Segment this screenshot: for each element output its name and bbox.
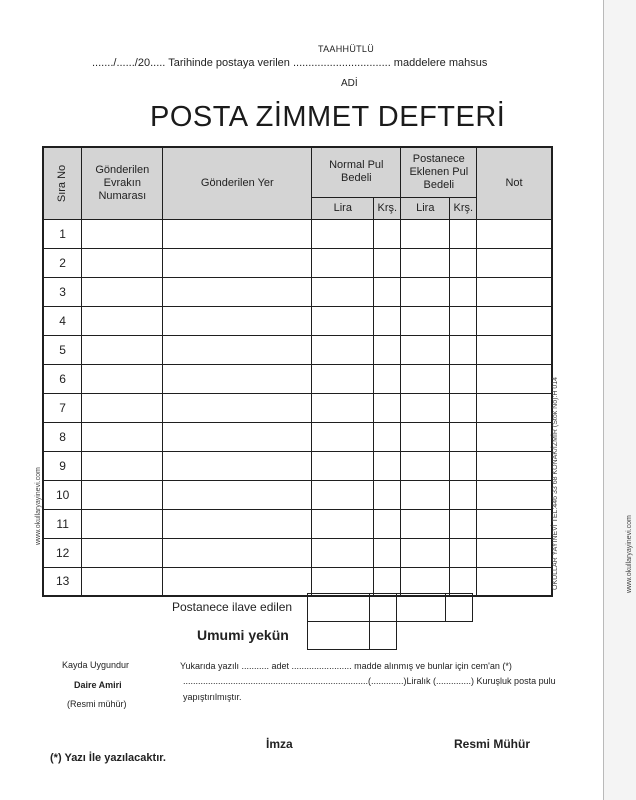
- yer-cell[interactable]: [163, 422, 312, 451]
- row-number: 2: [43, 248, 82, 277]
- statement-line-2: ..........................................................................(.............)Liralık (..............) Kuruşluk posta pulu: [183, 676, 556, 686]
- normal-krs-cell[interactable]: [374, 451, 401, 480]
- postanece-lira-cell[interactable]: [401, 335, 450, 364]
- not-cell[interactable]: [477, 248, 552, 277]
- yer-cell[interactable]: [163, 335, 312, 364]
- evrak-cell[interactable]: [82, 335, 163, 364]
- normal-lira-cell[interactable]: [312, 335, 374, 364]
- row-number: 12: [43, 538, 82, 567]
- ilave-normal-krs[interactable]: [370, 594, 397, 622]
- postanece-krs-cell[interactable]: [450, 277, 477, 306]
- postanece-lira-cell[interactable]: [401, 248, 450, 277]
- evrak-cell[interactable]: [82, 306, 163, 335]
- postanece-krs-cell[interactable]: [450, 422, 477, 451]
- yer-cell[interactable]: [163, 219, 312, 248]
- row-number: 8: [43, 422, 82, 451]
- table-row: [43, 422, 552, 451]
- evrak-cell[interactable]: [82, 538, 163, 567]
- normal-krs-cell[interactable]: [374, 538, 401, 567]
- register-table: [42, 146, 553, 597]
- not-cell[interactable]: [477, 480, 552, 509]
- side-url-far-right: www.okullaryayinevi.com: [626, 515, 633, 593]
- kayda-uygundur: Kayda Uygundur: [62, 660, 130, 670]
- table-body: [43, 219, 552, 596]
- table-row: [43, 219, 552, 248]
- umumi-lira[interactable]: [308, 622, 370, 650]
- not-cell[interactable]: [477, 567, 552, 596]
- normal-krs-cell[interactable]: [374, 509, 401, 538]
- postanece-krs-cell[interactable]: [450, 306, 477, 335]
- normal-lira-cell[interactable]: [312, 538, 374, 567]
- ilave-normal-lira[interactable]: [308, 594, 370, 622]
- not-cell[interactable]: [477, 335, 552, 364]
- row-number: 11: [43, 509, 82, 538]
- umumi-label: Umumi yekün: [197, 627, 289, 643]
- empty-cell: [397, 622, 446, 650]
- postanece-krs-cell[interactable]: [450, 364, 477, 393]
- not-cell[interactable]: [477, 219, 552, 248]
- statement-line-3: yapıştırılmıştır.: [183, 692, 242, 702]
- normal-lira-cell[interactable]: [312, 364, 374, 393]
- normal-lira-cell[interactable]: [312, 509, 374, 538]
- normal-krs-cell[interactable]: [374, 277, 401, 306]
- table-row: [43, 538, 552, 567]
- postanece-krs-cell[interactable]: [450, 567, 477, 596]
- yer-cell[interactable]: [163, 277, 312, 306]
- normal-krs-cell[interactable]: [374, 364, 401, 393]
- postanece-krs-cell[interactable]: [450, 451, 477, 480]
- totals-table: [307, 593, 473, 650]
- date-line: ......./....../20..... Tarihinde postaya verilen ................................ maddelere mahsus: [92, 57, 488, 69]
- not-cell[interactable]: [477, 509, 552, 538]
- page-title: POSTA ZİMMET DEFTERİ: [150, 101, 506, 133]
- ilave-postanece-lira[interactable]: [397, 594, 446, 622]
- header-postanece-krs: Krş.: [450, 197, 477, 219]
- header-sira-no: [43, 147, 82, 219]
- row-number: 10: [43, 480, 82, 509]
- yer-cell[interactable]: [163, 480, 312, 509]
- evrak-cell[interactable]: [82, 451, 163, 480]
- postanece-lira-cell[interactable]: [401, 277, 450, 306]
- side-url-left: www.okullaryayinevi.com: [35, 467, 42, 545]
- not-cell[interactable]: [477, 393, 552, 422]
- postanece-lira-cell[interactable]: [401, 306, 450, 335]
- yer-cell[interactable]: [163, 306, 312, 335]
- header-normal-lira: Lira: [312, 197, 374, 219]
- normal-lira-cell[interactable]: [312, 393, 374, 422]
- adi-label: ADİ: [341, 78, 358, 89]
- row-number: 4: [43, 306, 82, 335]
- header-gonderilen-yer: Gönderilen Yer: [163, 147, 312, 219]
- ilave-postanece-krs[interactable]: [446, 594, 473, 622]
- normal-lira-cell[interactable]: [312, 422, 374, 451]
- evrak-cell[interactable]: [82, 219, 163, 248]
- normal-lira-cell[interactable]: [312, 219, 374, 248]
- row-number: 7: [43, 393, 82, 422]
- table-row: [43, 451, 552, 480]
- table-row: [43, 248, 552, 277]
- table-row: [43, 277, 552, 306]
- normal-krs-cell[interactable]: [374, 567, 401, 596]
- yazi-note: (*) Yazı İle yazılacaktır.: [50, 752, 166, 764]
- table-row: [43, 393, 552, 422]
- table-row: [43, 364, 552, 393]
- normal-lira-cell[interactable]: [312, 567, 374, 596]
- yer-cell[interactable]: [163, 393, 312, 422]
- postanece-lira-cell[interactable]: [401, 538, 450, 567]
- postanece-lira-cell[interactable]: [401, 393, 450, 422]
- header-gonderilen-evrak: Gönderilen Evrakın Numarası: [82, 147, 163, 219]
- header-normal-pul: Normal Pul Bedeli: [312, 147, 401, 197]
- table-row: [43, 567, 552, 596]
- table-row: [43, 480, 552, 509]
- ilave-label: Postanece ilave edilen: [172, 600, 293, 614]
- imza-label: İmza: [266, 737, 293, 751]
- row-number: 13: [43, 567, 82, 596]
- normal-lira-cell[interactable]: [312, 480, 374, 509]
- normal-krs-cell[interactable]: [374, 393, 401, 422]
- row-number: 1: [43, 219, 82, 248]
- not-cell[interactable]: [477, 538, 552, 567]
- side-publisher: OKULLAR YAYINEVİ TEL:446 33 68 KONAK/İZMİR (Stok No):H 014: [552, 376, 559, 590]
- evrak-cell[interactable]: [82, 480, 163, 509]
- evrak-cell[interactable]: [82, 567, 163, 596]
- yer-cell[interactable]: [163, 248, 312, 277]
- postanece-krs-cell[interactable]: [450, 248, 477, 277]
- postanece-krs-cell[interactable]: [450, 335, 477, 364]
- yer-cell[interactable]: [163, 567, 312, 596]
- not-cell[interactable]: [477, 422, 552, 451]
- normal-krs-cell[interactable]: [374, 219, 401, 248]
- resmi-muhur-note: (Resmi mühür): [67, 699, 127, 709]
- normal-lira-cell[interactable]: [312, 451, 374, 480]
- yer-cell[interactable]: [163, 509, 312, 538]
- statement-line-1: Yukarıda yazılı ........... adet ........................ madde alınmış ve bunlar için cem'an (*): [180, 661, 512, 671]
- postanece-lira-cell[interactable]: [401, 509, 450, 538]
- row-number: 6: [43, 364, 82, 393]
- postanece-lira-cell[interactable]: [401, 422, 450, 451]
- evrak-cell[interactable]: [82, 509, 163, 538]
- evrak-cell[interactable]: [82, 422, 163, 451]
- normal-krs-cell[interactable]: [374, 480, 401, 509]
- postanece-lira-cell[interactable]: [401, 364, 450, 393]
- normal-krs-cell[interactable]: [374, 306, 401, 335]
- evrak-cell[interactable]: [82, 364, 163, 393]
- normal-krs-cell[interactable]: [374, 335, 401, 364]
- table-row: [43, 335, 552, 364]
- not-cell[interactable]: [477, 364, 552, 393]
- normal-krs-cell[interactable]: [374, 248, 401, 277]
- header-normal-krs: Krş.: [374, 197, 401, 219]
- postanece-lira-cell[interactable]: [401, 480, 450, 509]
- normal-lira-cell[interactable]: [312, 306, 374, 335]
- daire-amiri: Daire Amiri: [74, 680, 122, 690]
- table-row: [43, 509, 552, 538]
- umumi-krs[interactable]: [370, 622, 397, 650]
- evrak-cell[interactable]: [82, 393, 163, 422]
- postanece-krs-cell[interactable]: [450, 538, 477, 567]
- row-number: 5: [43, 335, 82, 364]
- header-postanece-pul: Postanece Eklenen Pul Bedeli: [401, 147, 477, 197]
- postanece-krs-cell[interactable]: [450, 219, 477, 248]
- yer-cell[interactable]: [163, 451, 312, 480]
- postanece-krs-cell[interactable]: [450, 480, 477, 509]
- header-not: Not: [477, 147, 552, 219]
- row-number: 3: [43, 277, 82, 306]
- empty-cell: [446, 622, 473, 650]
- row-number: 9: [43, 451, 82, 480]
- postanece-lira-cell[interactable]: [401, 567, 450, 596]
- postanece-lira-cell[interactable]: [401, 451, 450, 480]
- normal-krs-cell[interactable]: [374, 422, 401, 451]
- not-cell[interactable]: [477, 306, 552, 335]
- evrak-cell[interactable]: [82, 248, 163, 277]
- header-postanece-lira: Lira: [401, 197, 450, 219]
- table-row: [43, 306, 552, 335]
- yer-cell[interactable]: [163, 364, 312, 393]
- postanece-lira-cell[interactable]: [401, 219, 450, 248]
- evrak-cell[interactable]: [82, 277, 163, 306]
- normal-lira-cell[interactable]: [312, 248, 374, 277]
- taahhutlu-label: TAAHHÜTLÜ: [318, 44, 375, 54]
- sira-no-label: Sıra No: [56, 164, 69, 202]
- resmi-muhur-label: Resmi Mühür: [454, 737, 531, 751]
- not-cell[interactable]: [477, 277, 552, 306]
- not-cell[interactable]: [477, 451, 552, 480]
- postanece-krs-cell[interactable]: [450, 509, 477, 538]
- yer-cell[interactable]: [163, 538, 312, 567]
- normal-lira-cell[interactable]: [312, 277, 374, 306]
- postanece-krs-cell[interactable]: [450, 393, 477, 422]
